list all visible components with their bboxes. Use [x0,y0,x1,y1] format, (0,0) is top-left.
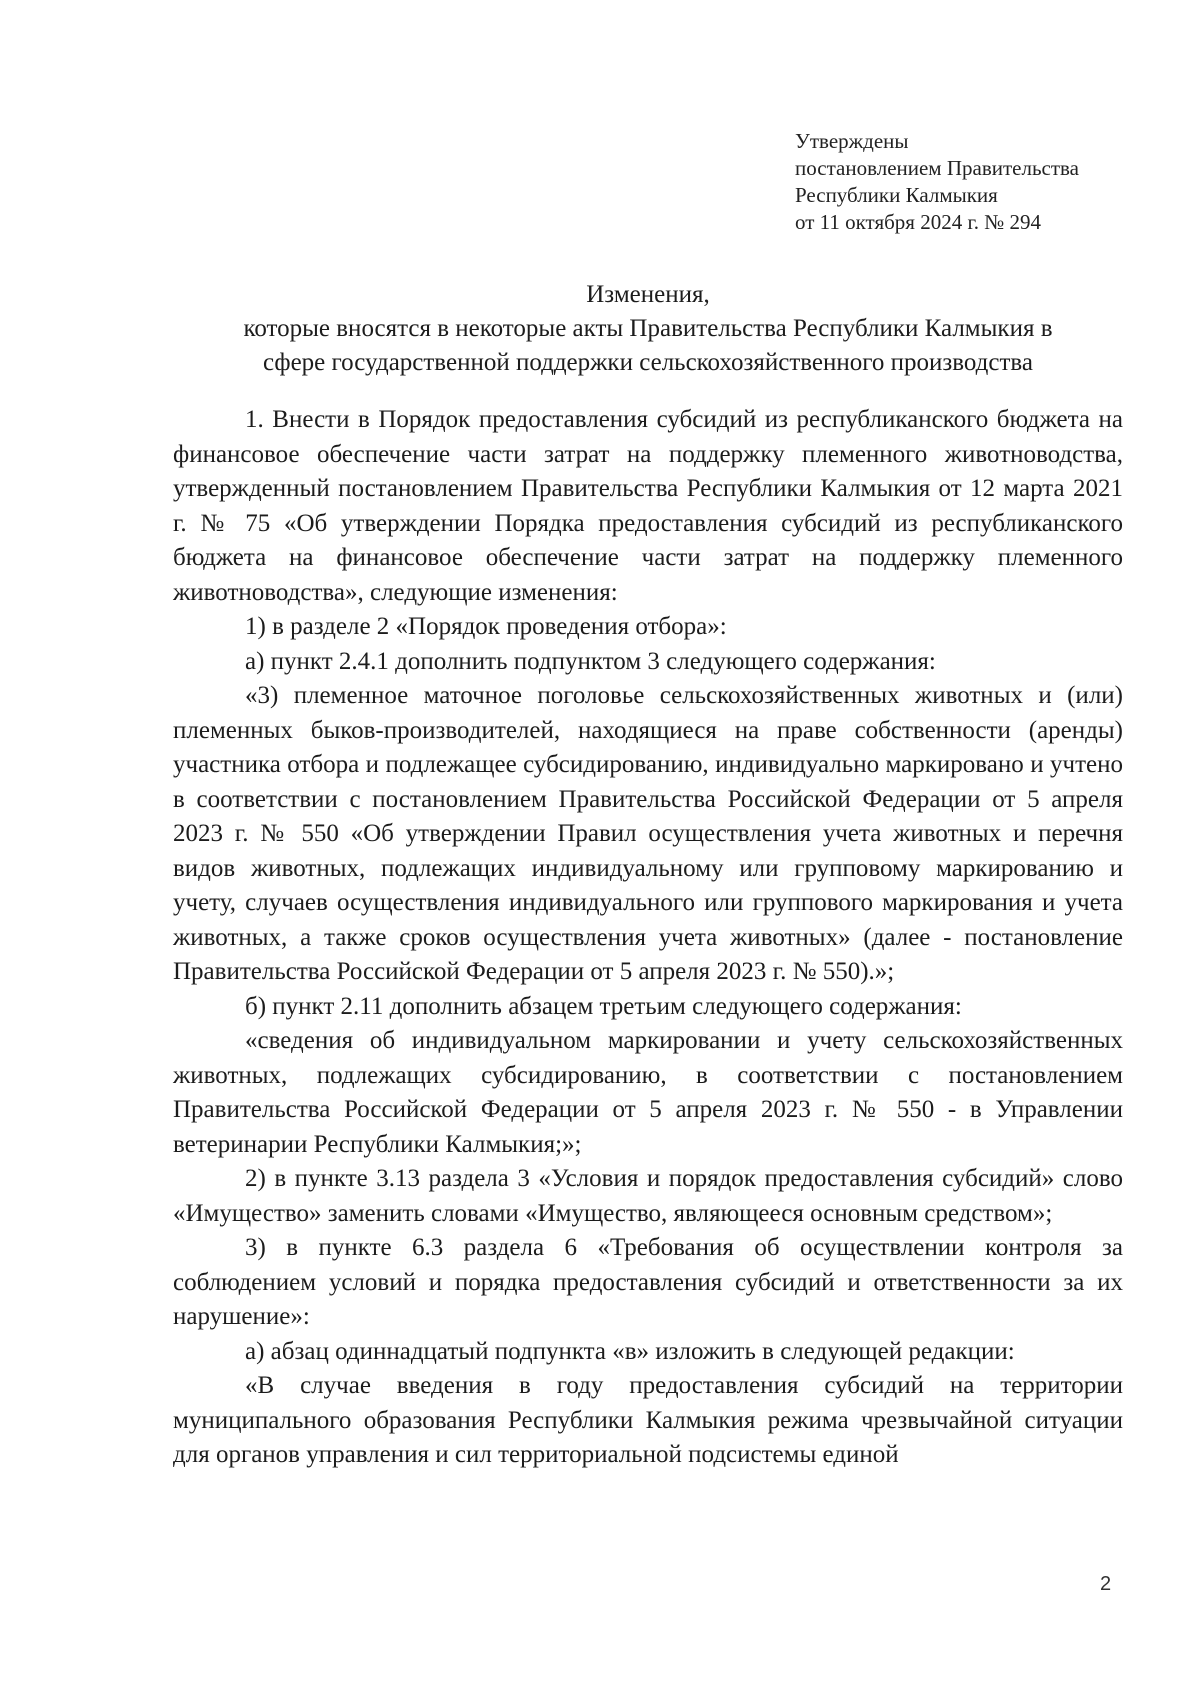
document-title [173,278,1123,380]
paragraph: «3) племенное маточное поголовье сельскохозяйственных животных и (или) племенных быков-производителей, находящиеся на праве собственности (аренды) участника отбора и подлежащее субсидированию, индивидуально маркировано и учтено в соответствии с постановлением Правительства Российской Федерации от 5 апреля 2023 г. № 550 «Об утверждении Правил осуществления учета животных и перечня видов животных, подлежащих индивидуальному или групповому маркированию и учету, случаев осуществления индивидуального или группового маркирования и учета животных, а также сроков осуществления учета животных» (далее - постановление Правительства Российской Федерации от 5 апреля 2023 г. № 550).»; [173,682,1123,985]
paragraph: б) пункт 2.11 дополнить абзацем третьим следующего содержания: [245,992,962,1020]
paragraph: а) пункт 2.4.1 дополнить подпунктом 3 следующего содержания: [245,647,936,675]
paragraph: 1. Внести в Порядок предоставления субсидий из республиканского бюджета на финансовое обеспечение части затрат на поддержку племенного животноводства, утвержденный постановлением Правительства Республики Калмыкия от 12 марта 2021 г. № 75 «Об утверждении Порядка предоставления субсидий из республиканского бюджета на финансовое обеспечение части затрат на поддержку племенного животноводства», следующие изменения: [173,406,1123,606]
paragraph: 3) в пункте 6.3 раздела 6 «Требования об осуществлении контроля за соблюдением условий и порядка предоставления субсидий и ответственности за их нарушение»: [173,1234,1123,1330]
title-line: Изменения, [586,281,710,308]
paragraph: «сведения об индивидуальном маркировании и учету сельскохозяйственных животных, подлежащих субсидированию, в соответствии с постановлением Правительства Российской Федерации от 5 апреля 2023 г. № 550 - в Управлении ветеринарии Республики Калмыкия;»; [173,1027,1123,1158]
approval-line: постановлением Правительства [795,156,1080,180]
title-line: сфере государственной поддержки сельскохозяйственного производства [262,349,1033,376]
approval-line: Республики Калмыкия [795,183,998,207]
title-line: которые вносятся в некоторые акты Правительства Республики Калмыкия в [243,315,1053,342]
approval-line: Утверждены [795,129,909,153]
approval-line: от 11 октября 2024 г. № 294 [795,210,1041,234]
paragraph: 1) в разделе 2 «Порядок проведения отбора»: [245,613,727,640]
document-body [173,403,1123,1473]
approval-stamp [795,128,1079,236]
page-number: 2 [1100,1573,1112,1595]
paragraph: «В случае введения в году предоставления субсидий на территории муниципального образования Республики Калмыкия режима чрезвычайной ситуации для органов управления и сил территориальной подсистемы единой [173,1372,1123,1468]
paragraph: 2) в пункте 3.13 раздела 3 «Условия и порядок предоставления субсидий» слово «Имущество» заменить словами «Имущество, являющееся основным средством»; [173,1165,1123,1227]
paragraph: а) абзац одиннадцатый подпункта «в» изложить в следующей редакции: [245,1337,1015,1365]
